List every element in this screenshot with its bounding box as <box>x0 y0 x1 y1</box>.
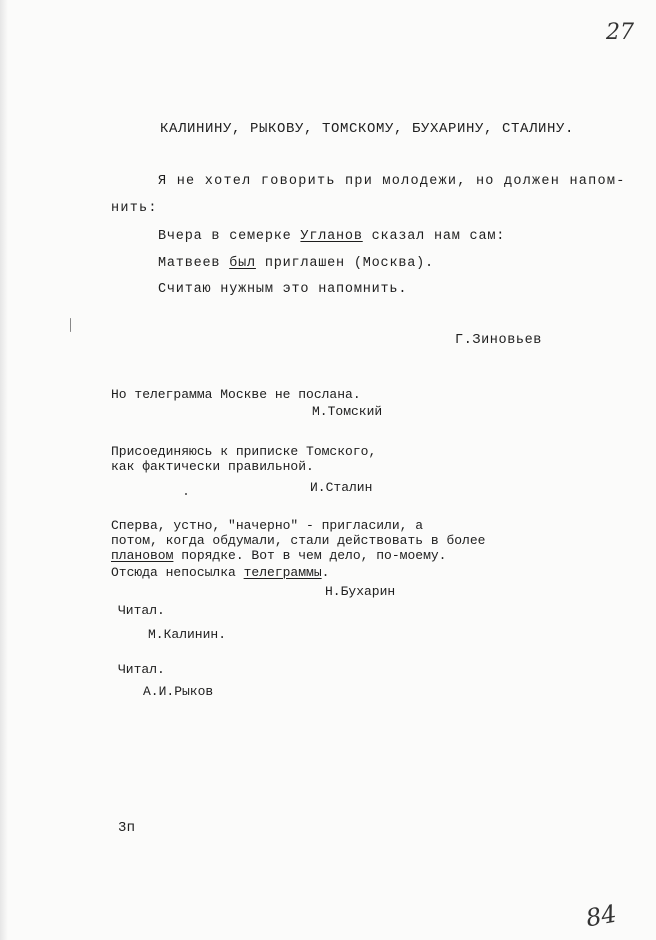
rykov-signature: А.И.Рыков <box>143 684 214 699</box>
zinoviev-line-3-part-b: сказал нам сам: <box>362 229 506 244</box>
bukharin-line-4 <box>111 565 329 581</box>
zinoviev-line-1: Я не хотел говорить при молодежи, но должен напом- <box>158 174 626 189</box>
handwritten-archive-number: 84 <box>583 899 619 933</box>
kalinin-signature: М.Калинин. <box>148 627 227 642</box>
zinoviev-line-5: Считаю нужным это напомнить. <box>158 282 408 297</box>
addressees-heading: КАЛИНИНУ, РЫКОВУ, ТОМСКОМУ, БУХАРИНУ, СТАЛИНУ. <box>160 121 575 137</box>
bukharin-line-1: Сперва, устно, "начерно" - пригласили, а <box>111 518 424 533</box>
bukharin-signature: Н.Бухарин <box>325 584 396 599</box>
zinoviev-signature: Г.Зиновьев <box>455 333 543 348</box>
scan-edge-shadow <box>0 0 8 940</box>
planovom-underlined: плановом <box>111 548 174 563</box>
tomsky-text: Но телеграмма Москве не послана. <box>111 387 361 402</box>
byl-underlined: был <box>229 256 256 271</box>
zinoviev-line-4 <box>158 256 434 272</box>
scan-speck <box>185 493 187 495</box>
stalin-line-1: Присоединяюсь к приписке Томского, <box>111 444 377 459</box>
stalin-line-2: как фактически правильной. <box>111 459 314 474</box>
bukharin-line-4-part-b: . <box>321 565 330 580</box>
scan-speck <box>70 318 71 332</box>
tomsky-signature: М.Томский <box>312 404 383 419</box>
kalinin-text: Читал. <box>118 603 165 618</box>
bukharin-line-3 <box>111 548 446 564</box>
zinoviev-line-2: нить: <box>111 201 158 216</box>
rykov-text: Читал. <box>118 662 165 677</box>
zinoviev-line-3-part-a: Вчера в семерке <box>158 229 301 244</box>
zinoviev-line-4-part-b: приглашен (Москва). <box>255 256 434 271</box>
uglanov-underlined: Угланов <box>300 229 363 244</box>
stalin-signature: И.Сталин <box>310 480 373 495</box>
telegrammy-underlined: телеграммы <box>243 565 322 580</box>
bukharin-line-2: потом, когда обдумали, стали действовать в более <box>111 533 486 548</box>
bukharin-line-3-part-b: порядке. Вот в чем дело, по-моему. <box>173 548 447 563</box>
footer-code: 3п <box>118 820 136 836</box>
handwritten-page-number: 27 <box>606 20 634 45</box>
zinoviev-line-3 <box>158 229 505 245</box>
zinoviev-line-4-part-a: Матвеев <box>158 256 230 271</box>
bukharin-line-4-part-a: Отсюда непосылка <box>111 565 244 580</box>
